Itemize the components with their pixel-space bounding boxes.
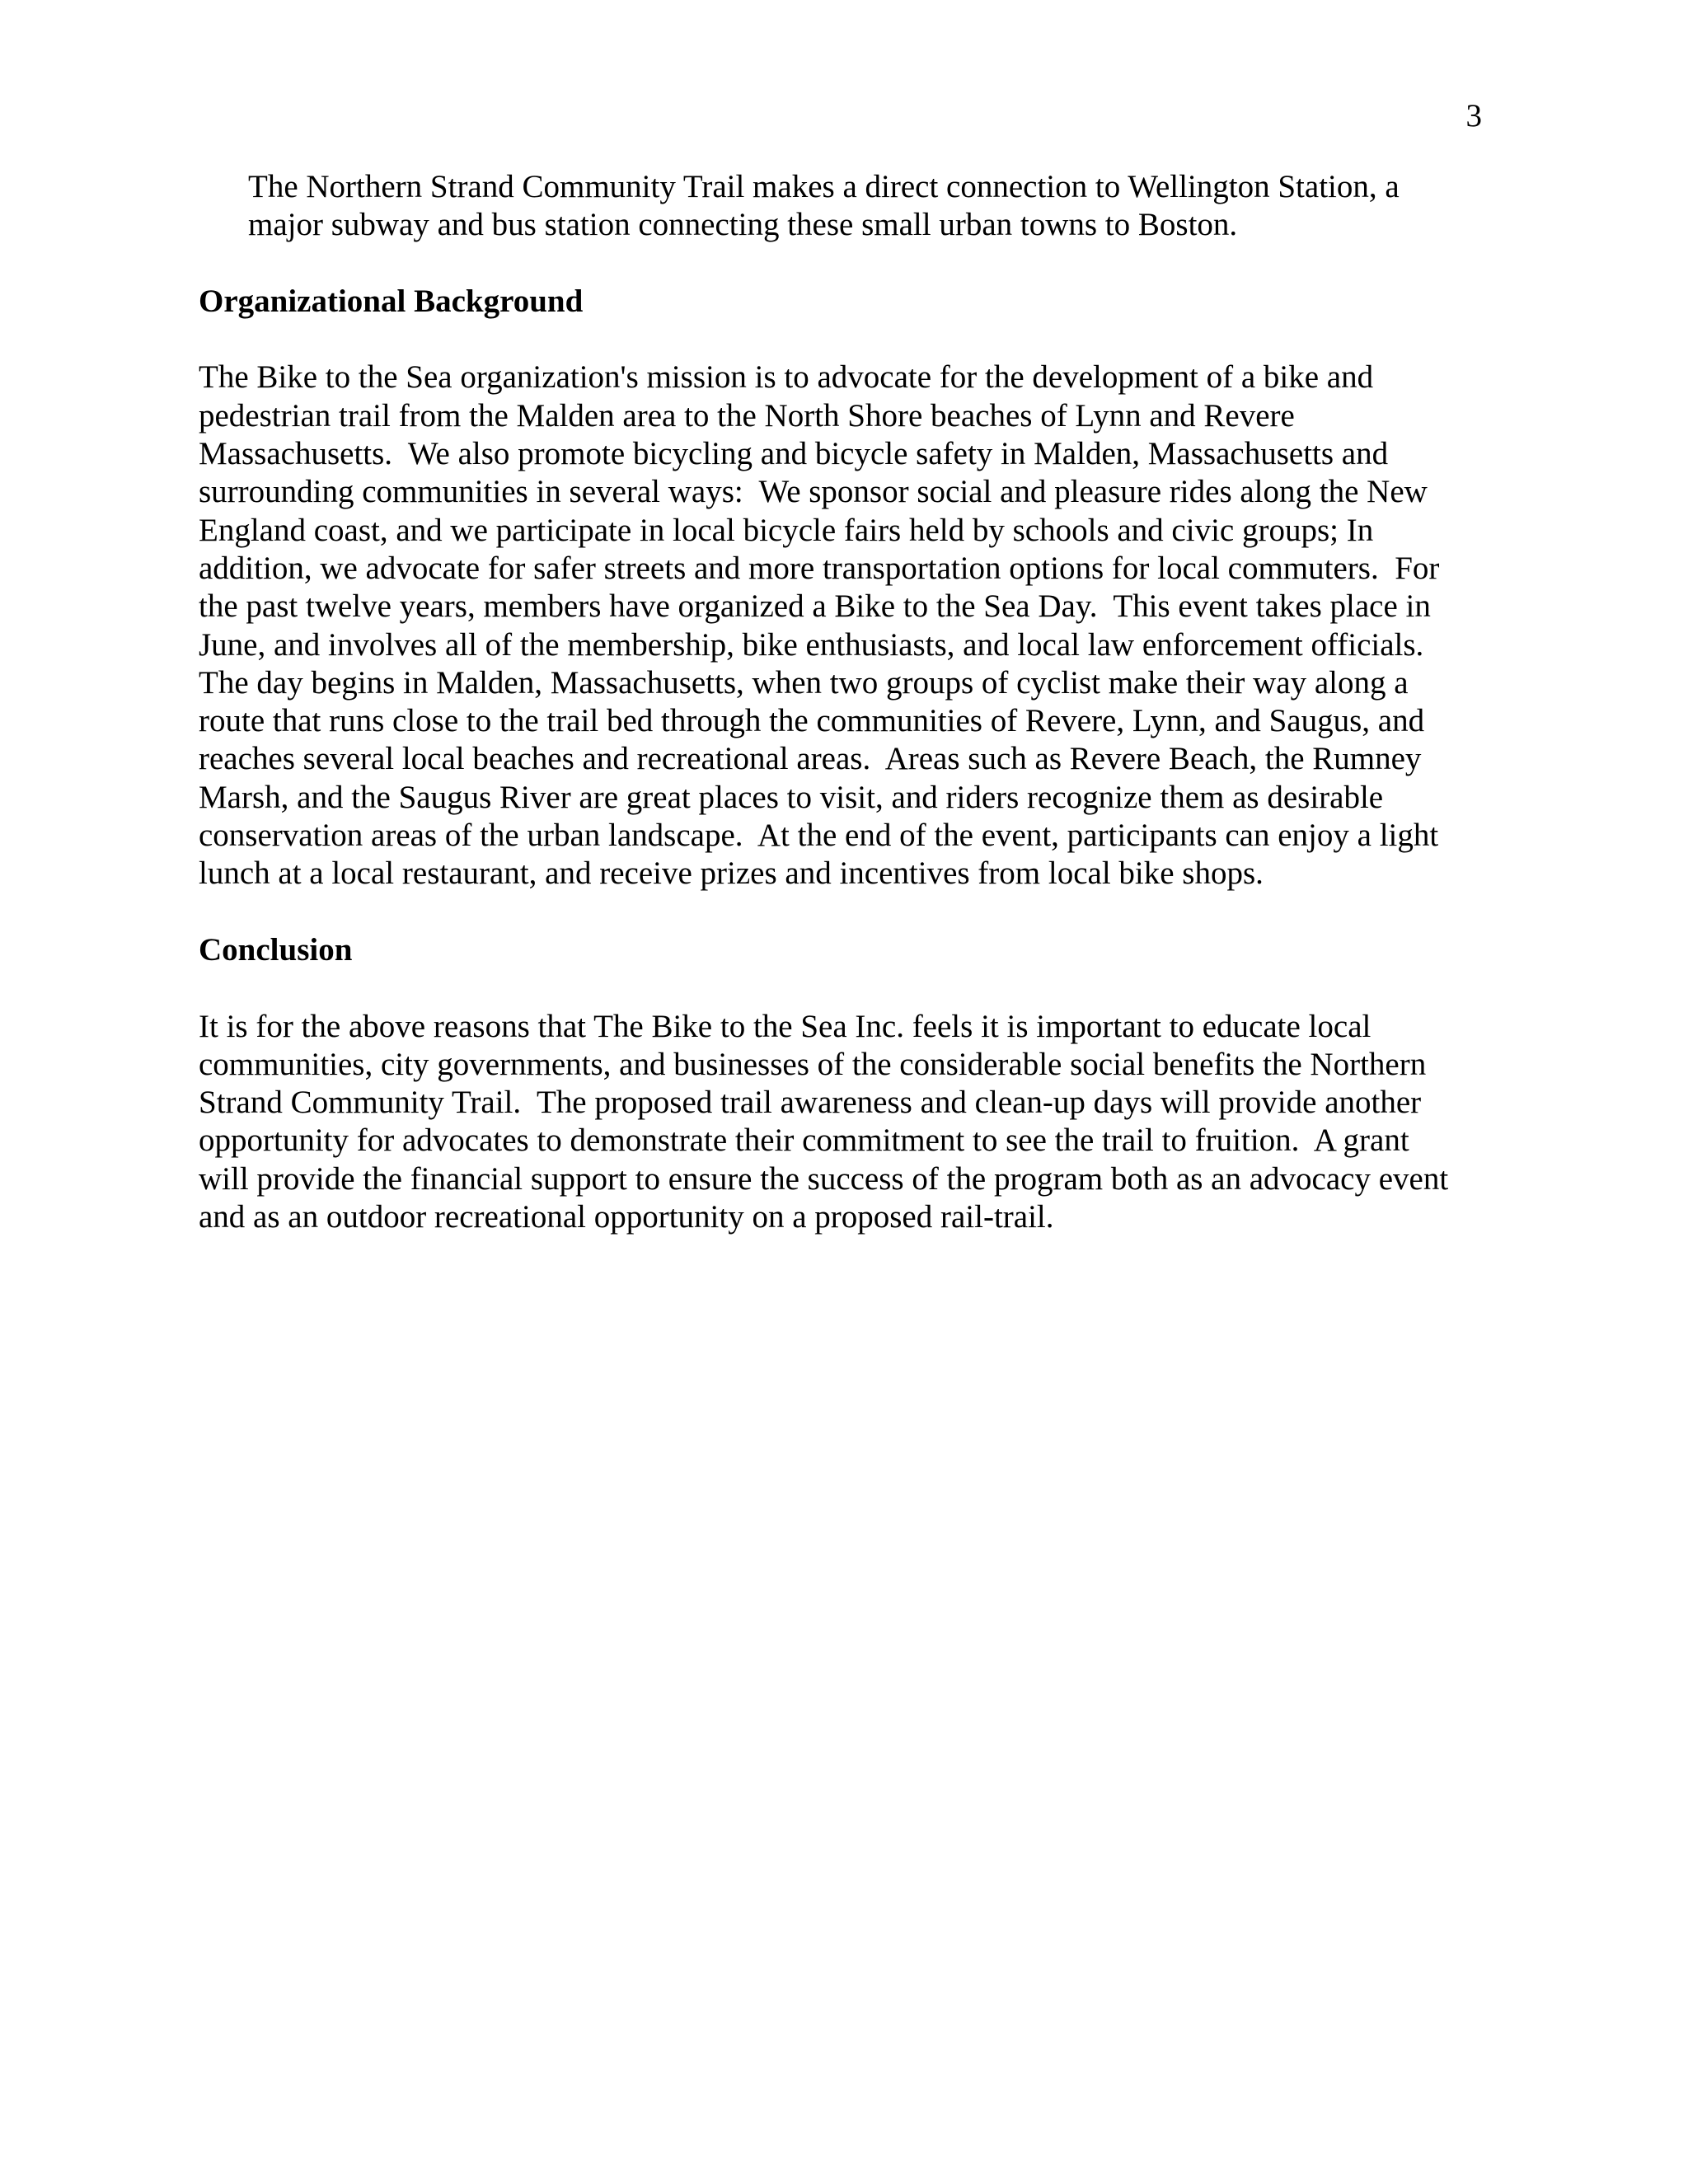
paragraph-spacer [199,969,1493,1007]
paragraph-line: route that runs close to the trail bed through the communities of Revere, Lynn, and Saugus, and [199,703,1425,739]
document-body [199,168,1493,1236]
paragraph-line: Marsh, and the Saugus River are great places to visit, and riders recognize them as desirable [199,779,1384,815]
paragraph-line: lunch at a local restaurant, and receive prizes and incentives from local bike shops. [199,855,1264,892]
paragraph-line: opportunity for advocates to demonstrate their commitment to see the trail to fruition. A grant [199,1122,1409,1159]
paragraph-line: pedestrian trail from the Malden area to the North Shore beaches of Lynn and Revere [199,397,1295,434]
paragraph-spacer [199,245,1493,283]
paragraph-line: Massachusetts. We also promote bicycling and bicycle safety in Malden, Massachusetts and [199,436,1389,472]
paragraph-spacer [199,321,1493,359]
paragraph-line: conservation areas of the urban landscape. At the end of the event, participants can enjoy a light [199,818,1439,854]
intro-line: major subway and bus station connecting these small urban towns to Boston. [248,207,1238,243]
page-number: 3 [1465,98,1482,134]
paragraph-line: The Bike to the Sea organization's mission is to advocate for the development of a bike and [199,359,1374,396]
intro-line: The Northern Strand Community Trail makes a direct connection to Wellington Station, a [248,169,1400,204]
paragraph-line: addition, we advocate for safer streets and more transportation options for local commuters. For [199,550,1440,586]
section-conclusion [199,931,1493,1236]
paragraph-line: the past twelve years, members have organized a Bike to the Sea Day. This event takes place in [199,588,1431,625]
paragraph-line: communities, city governments, and businesses of the considerable social benefits the Northern [199,1046,1427,1082]
section-heading: Conclusion [199,931,353,968]
section-organizational-background [199,283,1493,893]
paragraph-line: surrounding communities in several ways: We sponsor social and pleasure rides along the New [199,474,1428,510]
section-paragraph [199,1008,1493,1237]
paragraph-line: and as an outdoor recreational opportunity on a proposed rail-trail. [199,1199,1054,1235]
paragraph-line: The day begins in Malden, Massachusetts, when two groups of cyclist make their way along a [199,664,1409,701]
paragraph-spacer [199,893,1493,931]
paragraph-line: reaches several local beaches and recreational areas. Areas such as Revere Beach, the Rumney [199,741,1422,777]
section-paragraph [199,359,1493,893]
intro-paragraph [199,168,1493,245]
paragraph-line: England coast, and we participate in local bicycle fairs held by schools and civic groups; In [199,512,1374,548]
paragraph-line: will provide the financial support to ensure the success of the program both as an advocacy event [199,1160,1449,1197]
paragraph-line: It is for the above reasons that The Bike to the Sea Inc. feels it is important to educate local [199,1008,1372,1044]
section-heading: Organizational Background [199,283,584,319]
paragraph-line: Strand Community Trail. The proposed trail awareness and clean-up days will provide another [199,1085,1422,1121]
paragraph-line: June, and involves all of the membership, bike enthusiasts, and local law enforcement officials. [199,626,1424,663]
